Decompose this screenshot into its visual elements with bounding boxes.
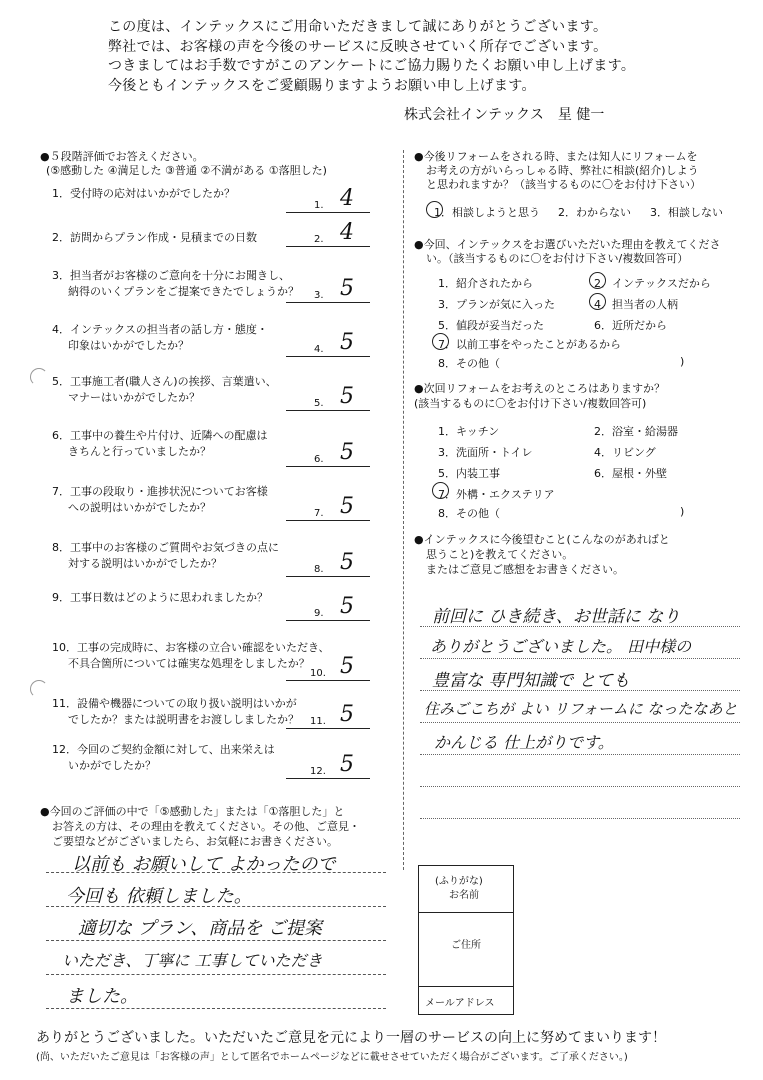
column-divider xyxy=(403,150,404,870)
rating-question-text: マナーはいかがでしたか？ xyxy=(68,391,200,404)
answer-number-label: 7. xyxy=(314,508,324,519)
reason-heading-line: お答えの方は、その理由を教えてください。その他、ご意見・ xyxy=(52,820,360,833)
handwritten-rating-answer: 5 xyxy=(340,702,354,727)
reason-heading-line: ●今回のご評価の中で「⑤感動した」または「①落胆した」と xyxy=(40,805,345,818)
handwritten-rating-answer: 5 xyxy=(340,440,354,465)
rating-scale: (⑤感動した ④満足した ③普通 ②不満がある ①落胆した) xyxy=(46,164,327,177)
hope-heading-line: またはご意見ご感想をお書きください。 xyxy=(426,563,624,576)
handwritten-hope-line: ありがとうございました。 田中様の xyxy=(430,637,692,656)
next-reform-option-close: ) xyxy=(680,505,685,518)
rating-question-text: 納得のいくプランをご提案できたでしょうか？ xyxy=(68,285,299,298)
rating-question-text: 8．工事中のお客様のご質問やお気づきの点に xyxy=(52,541,279,554)
answer-number-label: 3. xyxy=(314,290,324,301)
next-reform-option: 8．その他（ xyxy=(438,507,500,520)
selected-circle-mark xyxy=(426,201,443,218)
reason-option: 3．プランが気に入った xyxy=(438,298,555,311)
next-reform-option: 6．屋根・外壁 xyxy=(594,467,667,480)
handwritten-rating-answer: 5 xyxy=(340,494,354,519)
handwritten-rating-answer: 5 xyxy=(340,384,354,409)
handwritten-rating-answer: 4 xyxy=(340,220,354,245)
answer-number-label: 8. xyxy=(314,564,324,575)
answer-number-label: 4. xyxy=(314,344,324,355)
rating-question-text: 7．工事の段取り・進捗状況についてお客様 xyxy=(52,485,268,498)
selected-circle-mark xyxy=(589,272,606,289)
rating-question-text: いかがでしたか？ xyxy=(68,759,156,772)
punch-hole xyxy=(30,680,48,698)
selected-circle-mark xyxy=(589,293,606,310)
answer-line xyxy=(286,410,370,411)
reason-option: 1．紹介されたから xyxy=(438,277,533,290)
intro-line: 今後ともインテックスをご愛顧賜りますようお願い申し上げます。 xyxy=(108,77,536,94)
reason-option: 4．担当者の人柄 xyxy=(594,298,678,311)
rating-heading: ●５段階評価でお答えください。 xyxy=(40,150,204,163)
rating-question-text: 不具合箇所については確実な処理をしましたか？ xyxy=(68,657,310,670)
rating-question-text: 4．インテックスの担当者の話し方・態度・ xyxy=(52,323,268,336)
footer-thanks: ありがとうございました。いただいたご意見を元により一層のサービスの向上に努めてまいります！ xyxy=(36,1030,666,1046)
answer-line xyxy=(286,356,370,357)
handwritten-rating-answer: 5 xyxy=(340,276,354,301)
rating-question-text: 2．訪問からプラン作成・見積までの日数 xyxy=(52,231,257,244)
referral-heading-line: お考えの方がいらっしゃる時、弊社に相談(紹介)しよう xyxy=(426,164,699,177)
answer-number-label: 9. xyxy=(314,608,324,619)
answer-number-label: 2. xyxy=(314,234,324,245)
rating-question-text: 5．工事施工者(職人さん)の挨拶、言葉遣い、 xyxy=(52,375,277,388)
answer-line xyxy=(286,466,370,467)
answer-line xyxy=(286,246,370,247)
company-name: 株式会社インテックス xyxy=(404,107,544,123)
handwritten-rating-answer: 5 xyxy=(340,654,354,679)
referral-option: 2．わからない xyxy=(558,206,631,219)
next-reform-option: 4．リビング xyxy=(594,446,656,459)
answer-line xyxy=(286,212,370,213)
footer-note: (尚、いただいたご意見は「お客様の声」として匿名でホームページなどに載せさせていただく場合がございます。ご了承ください。) xyxy=(36,1052,628,1063)
rating-question-text: きちんと行っていましたか？ xyxy=(68,445,211,458)
reason-option: 5．値段が妥当だった xyxy=(438,319,544,332)
company-signature xyxy=(404,104,604,124)
selected-circle-mark xyxy=(432,333,449,350)
reason-choose-heading-line: い。（該当するものに〇をお付け下さい/複数回答可） xyxy=(426,252,689,265)
next-reform-option: 7．外構・エクステリア xyxy=(438,488,555,501)
furigana-label: (ふりがな) xyxy=(435,876,483,887)
reason-option-close: ) xyxy=(680,355,685,368)
referral-heading-line: と思われますか？（該当するものに〇をお付け下さい） xyxy=(426,178,701,191)
reason-option: 8．その他（ xyxy=(438,357,500,370)
next-reform-option: 5．内装工事 xyxy=(438,467,500,480)
handwritten-comment-line: いただき、丁寧に 工事していただき xyxy=(62,951,323,970)
answer-line xyxy=(286,728,370,729)
answer-line xyxy=(286,302,370,303)
handwritten-rating-answer: 4 xyxy=(340,186,354,211)
rating-question-text: 6．工事中の養生や片付け、近隣への配慮は xyxy=(52,429,268,442)
referral-option: 3．相談しない xyxy=(650,206,723,219)
reason-option: 7．以前工事をやったことがあるから xyxy=(438,338,621,351)
email-label: メールアドレス xyxy=(425,998,495,1009)
hope-heading-line: ●インテックスに今後望むこと(こんなのがあればと xyxy=(414,533,670,546)
rating-question-text: への説明はいかがでしたか？ xyxy=(68,501,211,514)
handwritten-hope-line: 豊富な 専門知識で とても xyxy=(432,671,630,691)
intro-line: つきましてはお手数ですがこのアンケートにご協力賜りたくお願い申し上げます。 xyxy=(108,58,636,74)
rating-question-text: でしたか？または説明書をお渡ししましたか？ xyxy=(68,713,299,726)
punch-hole xyxy=(30,368,48,386)
next-reform-option: 2．浴室・給湯器 xyxy=(594,425,678,438)
rating-question-text: 印象はいかがでしたか？ xyxy=(68,339,189,352)
handwritten-rating-answer: 5 xyxy=(340,752,354,777)
rating-question-text: 1．受付時の応対はいかがでしたか？ xyxy=(52,187,235,200)
reason-heading-line: ご要望などがございましたら、お気軽にお書きください。 xyxy=(52,835,338,848)
answer-number-label: 12. xyxy=(310,766,326,777)
handwritten-rating-answer: 5 xyxy=(340,550,354,575)
next-reform-option: 1．キッチン xyxy=(438,425,500,438)
customer-info-box xyxy=(418,865,514,1015)
handwritten-comment-line: 今回も 依頼しました。 xyxy=(66,886,252,907)
rating-question-text: 12．今回のご契約金額に対して、出来栄えは xyxy=(52,743,275,756)
handwritten-hope-line: 住みごこちが よい リフォームに なったなあと xyxy=(424,700,738,718)
reason-option: 6．近所だから xyxy=(594,319,667,332)
answer-number-label: 11. xyxy=(310,716,326,727)
answer-line xyxy=(286,520,370,521)
answer-line xyxy=(286,576,370,577)
address-label: ご住所 xyxy=(451,940,481,951)
rating-question-text: 10．工事の完成時に、お客様の立合い確認をいただき、 xyxy=(52,641,330,654)
hope-heading-line: 思うこと)を教えてください。 xyxy=(426,548,574,561)
referral-heading-line: ●今後リフォームをされる時、または知人にリフォームを xyxy=(414,150,698,163)
answer-number-label: 10. xyxy=(310,668,326,679)
name-label: お名前 xyxy=(449,890,479,901)
intro-line: 弊社では、お客様の声を今後のサービスに反映させていく所存でございます。 xyxy=(108,38,608,55)
answer-line xyxy=(286,620,370,621)
handwritten-comment-line: ました。 xyxy=(66,986,138,1007)
rating-question-text: 11．設備や機器についての取り扱い説明はいかが xyxy=(52,697,297,710)
signer-name: 星 健一 xyxy=(557,107,605,123)
next-reform-option: 3．洗面所・トイレ xyxy=(438,446,533,459)
answer-number-label: 6. xyxy=(314,454,324,465)
reason-choose-heading-line: ●今回、インテックスをお選びいただいた理由を教えてくださ xyxy=(414,238,721,251)
reason-option: 2．インテックスだから xyxy=(594,277,711,290)
next-reform-heading-line: ●次回リフォームをお考えのところはありますか？ xyxy=(414,382,666,395)
handwritten-comment-line: 適切な プラン、商品を ご提案 xyxy=(78,918,323,939)
handwritten-rating-answer: 5 xyxy=(340,594,354,619)
answer-line xyxy=(286,778,370,779)
rating-question-text: 3．担当者がお客様のご意向を十分にお聞きし、 xyxy=(52,269,290,282)
handwritten-rating-answer: 5 xyxy=(340,330,354,355)
rating-question-text: 9．工事日数はどのように思われましたか？ xyxy=(52,591,268,604)
answer-line xyxy=(286,680,370,681)
answer-number-label: 1. xyxy=(314,200,324,211)
answer-number-label: 5. xyxy=(314,398,324,409)
handwritten-hope-line: かんじる 仕上がりです。 xyxy=(434,733,614,752)
rating-question-text: 対する説明はいかがでしたか？ xyxy=(68,557,222,570)
handwritten-comment-line: 以前も お願いして よかったので xyxy=(72,854,336,875)
referral-option: 1．相談しようと思う xyxy=(434,206,540,219)
handwritten-hope-line: 前回に ひき続き、お世話に なり xyxy=(432,607,681,627)
intro-line: この度は、インテックスにご用命いただきまして誠にありがとうございます。 xyxy=(108,19,608,35)
next-reform-heading-line: (該当するものに〇をお付け下さい/複数回答可) xyxy=(414,397,647,410)
intro-text xyxy=(108,18,748,96)
selected-circle-mark xyxy=(432,482,449,499)
